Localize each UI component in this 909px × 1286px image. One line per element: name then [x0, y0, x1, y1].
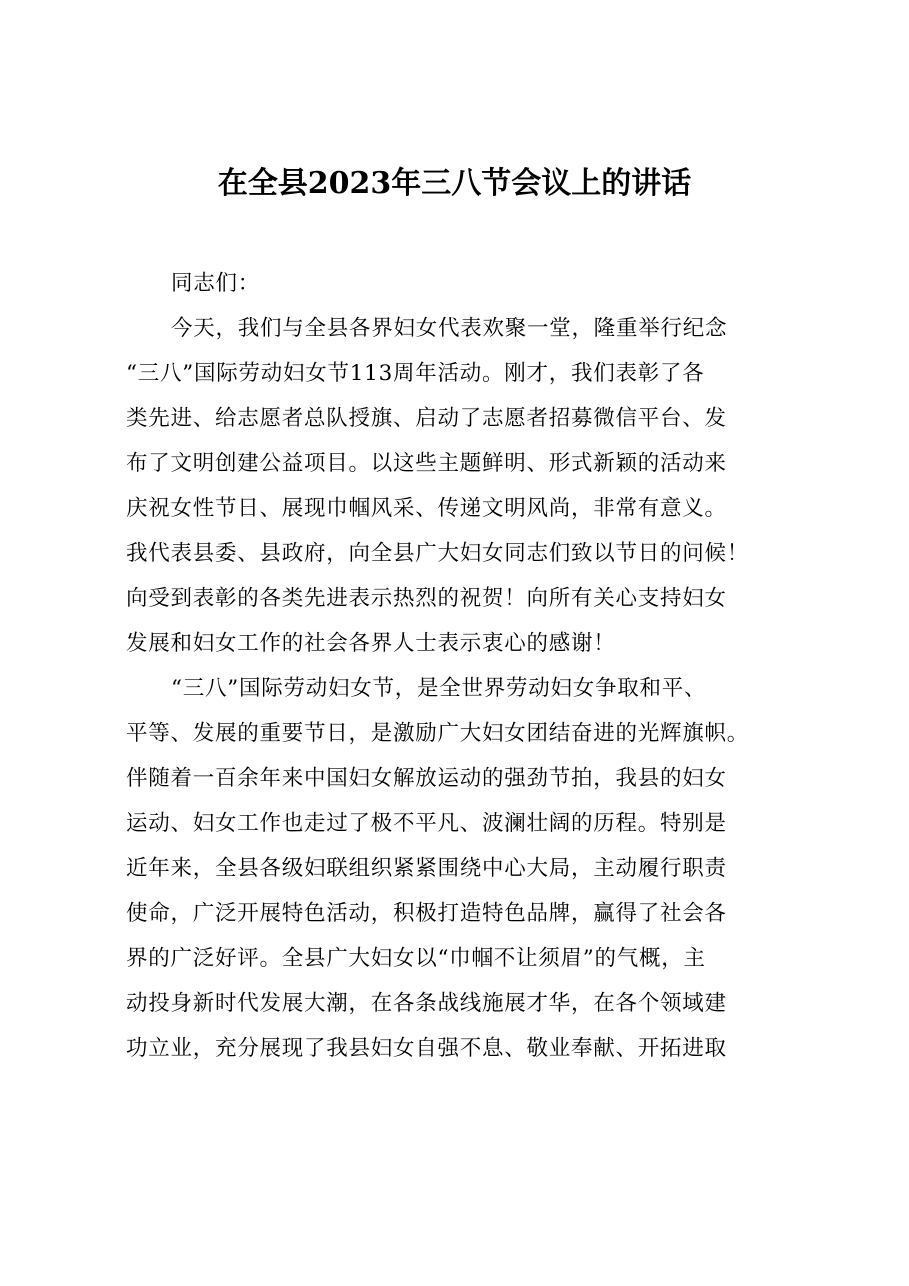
body-line: 动投身新时代发展大潮，在各条战线施展才华，在各个领域建 — [126, 991, 727, 1016]
body-line: 向受到表彰的各类先进表示热烈的祝贺！向所有关心支持妇女 — [126, 586, 727, 611]
body-line: “三八”国际劳动妇女节113周年活动。刚才，我们表彰了各 — [126, 361, 705, 386]
body-line: 庆祝女性节日、展现巾帼风采、传递文明风尚，非常有意义。 — [126, 496, 727, 521]
body-line: 近年来，全县各级妇联组织紧紧围绕中心大局，主动履行职责 — [126, 856, 727, 881]
body-line: “三八”国际劳动妇女节，是全世界劳动妇女争取和平、 — [171, 676, 707, 701]
body-line: 发展和妇女工作的社会各界人士表示衷心的感谢！ — [126, 631, 616, 656]
body-line: 布了文明创建公益项目。以这些主题鲜明、形式新颖的活动来 — [126, 451, 727, 476]
body-line: 使命，广泛开展特色活动，积极打造特色品牌，赢得了社会各 — [126, 901, 727, 926]
salutation-line: 同志们： — [171, 271, 261, 296]
body-line: 今天，我们与全县各界妇女代表欢聚一堂，隆重举行纪念 — [171, 316, 728, 341]
body-line: 平等、发展的重要节日，是激励广大妇女团结奋进的光辉旗帜。 — [126, 721, 750, 746]
body-line: 运动、妇女工作也走过了极不平凡、波澜壮阔的历程。特别是 — [126, 811, 727, 836]
body-line: 界的广泛好评。全县广大妇女以“巾帼不让须眉”的气概，主 — [126, 946, 706, 971]
body-line: 功立业，充分展现了我县妇女自强不息、敬业奉献、开拓进取 — [126, 1036, 727, 1061]
body-line: 伴随着一百余年来中国妇女解放运动的强劲节拍，我县的妇女 — [126, 766, 727, 791]
document-title: 在全县2023年三八节会议上的讲话 — [217, 166, 692, 201]
body-line: 我代表县委、县政府，向全县广大妇女同志们致以节日的问候！ — [126, 541, 750, 566]
body-line: 类先进、给志愿者总队授旗、启动了志愿者招募微信平台、发 — [126, 406, 727, 431]
